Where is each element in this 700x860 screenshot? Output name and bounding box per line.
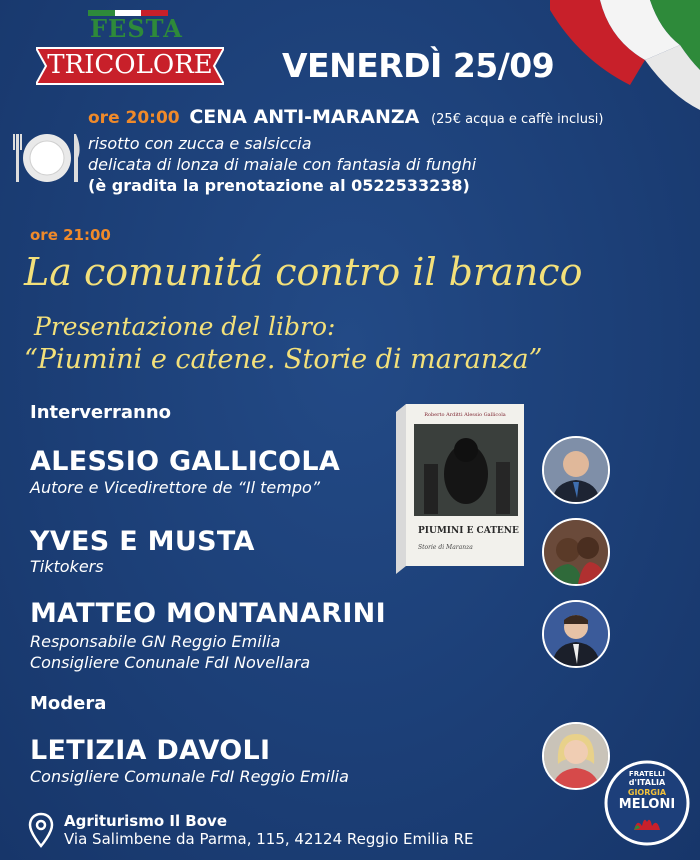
menu-item: delicata di lonza di maiale con fantasia di funghi: [88, 155, 477, 174]
dinner-header: [88, 106, 603, 128]
speaker-role: Responsabile GN Reggio Emilia: [30, 632, 281, 651]
avatar-speaker-2: [542, 518, 610, 586]
logo-tricolore-text: TRICOLORE: [47, 50, 213, 80]
party-logo-line3: GIORGIA: [627, 788, 667, 797]
party-logo-line1: FRATELLI: [628, 770, 666, 778]
logo-festa-text: FESTA: [90, 14, 183, 43]
avatar-moderator: [542, 722, 610, 790]
speaker-name: ALESSIO GALLICOLA: [30, 446, 341, 477]
booking-note: (è gradita la prenotazione al 0522533238): [88, 176, 470, 195]
fratelli-italia-logo: [604, 760, 690, 846]
dinner-title: CENA ANTI-MARANZA: [189, 106, 420, 128]
avatar-photo: [544, 520, 608, 584]
book-presentation-label: Presentazione del libro:: [34, 312, 336, 341]
plate-cutlery-icon: [12, 128, 82, 186]
menu-item: risotto con zucca e salsiccia: [88, 134, 312, 153]
book-cover: [396, 404, 524, 574]
speaker-role: Tiktokers: [30, 557, 104, 576]
book-cover-authors: Roberto Arditti Alessio Gallicola: [424, 412, 506, 418]
moderator-role: Consigliere Comunale FdI Reggio Emilia: [30, 767, 349, 786]
avatar-speaker-3: [542, 600, 610, 668]
book-event-title: La comunitá contro il branco: [24, 250, 583, 294]
avatar-photo: [544, 438, 608, 502]
event-date: VENERDÌ 25/09: [282, 46, 555, 85]
speaker-role: Autore e Vicedirettore de “Il tempo”: [30, 478, 321, 497]
dinner-price-note: (25€ acqua e caffè inclusi): [431, 112, 604, 127]
venue-name: Agriturismo Il Bove: [64, 812, 227, 830]
book-title-quote: “Piumini e catene. Storie di maranza”: [24, 344, 543, 375]
avatar-speaker-1: [542, 436, 610, 504]
moderator-heading: Modera: [30, 693, 107, 714]
speaker-role: Consigliere Conunale FdI Novellara: [30, 653, 311, 672]
party-logo-line2: d'ITALIA: [628, 778, 666, 787]
avatar-photo: [544, 724, 608, 788]
book-cover-subtitle: Storie di Maranza: [418, 544, 473, 551]
moderator-name: LETIZIA DAVOLI: [30, 735, 271, 766]
venue-address: Via Salimbene da Parma, 115, 42124 Reggio Emilia RE: [64, 830, 474, 848]
dinner-time: ore 20:00: [88, 108, 180, 128]
speaker-name: MATTEO MONTANARINI: [30, 598, 386, 629]
book-cover-title: PIUMINI E CATENE: [418, 526, 519, 536]
speaker-name: YVES E MUSTA: [30, 526, 255, 557]
italian-flag-ribbon: [550, 0, 700, 110]
speakers-heading: Interverranno: [30, 402, 172, 423]
location-pin-icon: [28, 812, 54, 848]
party-logo-line4: MELONI: [618, 797, 676, 812]
avatar-photo: [544, 602, 608, 666]
book-event-time: ore 21:00: [30, 226, 111, 244]
